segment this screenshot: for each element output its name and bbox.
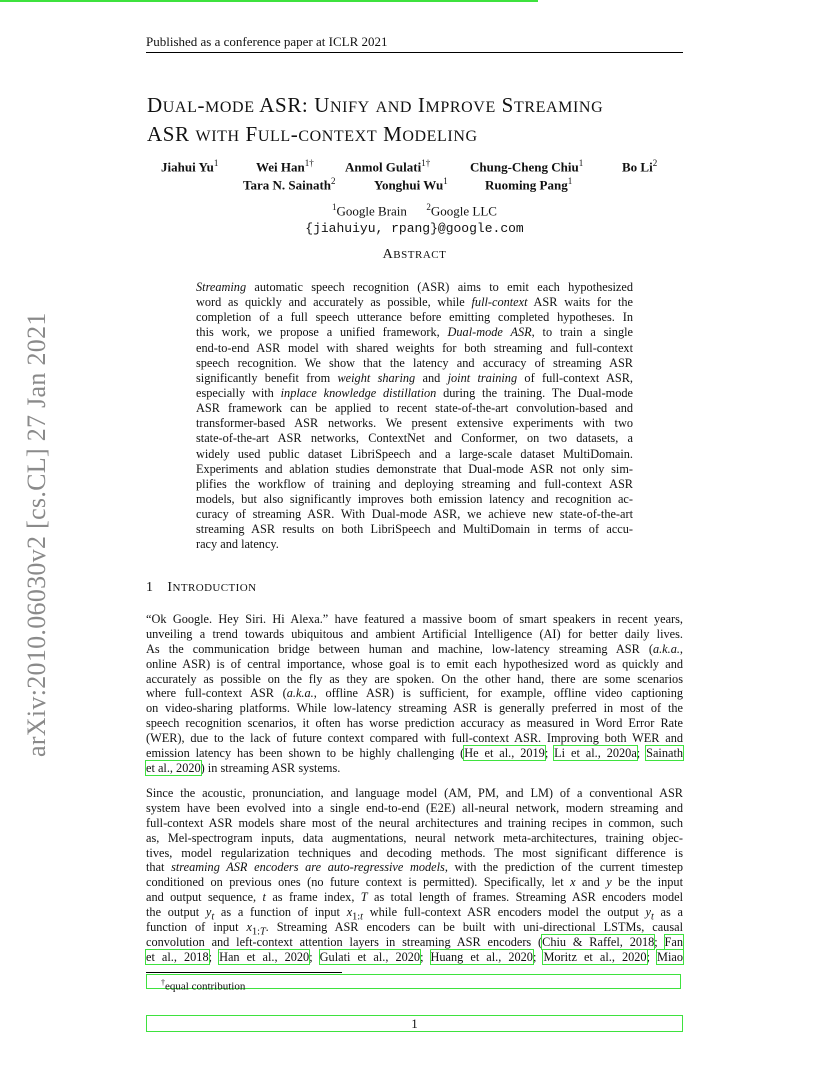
author-row-2 [146, 176, 683, 194]
author: Anmol Gulati$^{1\dagger}$ [345, 158, 431, 175]
abstract-line: end-to-end ASR model with shared weights for both streaming and full-context [196, 340, 633, 355]
citation-link[interactable]: Sainath [646, 746, 684, 761]
text-line: full-context ASR models share most of the neural architectures and training recipes in common, such [146, 815, 683, 830]
abstract-heading: ABSTRACT [382, 247, 447, 262]
text-line: conditioned on previous ones (no future context is permitted). Specifically, let x and y be the input [146, 875, 683, 890]
text-line: Since the acoustic, pronunciation, and language model (AM, PM, and LM) of a conventional ASR [146, 786, 683, 800]
author: Chung-Cheng Chiu$^1$ [470, 158, 584, 175]
text-line: unveiling a trend towards ubiquitous and ambient Artificial Intelligence (AI) for better daily lives. [146, 626, 683, 641]
abstract-line: models, but also significantly improves both emission latency and recognition ac- [196, 491, 633, 506]
text-line: on video-sharing platforms. While low-latency streaming ASR is generally preferred in most of the [146, 701, 683, 716]
author: Yonghui Wu$^1$ [374, 176, 448, 193]
abstract-line: completion of a full speech utterance before emitting completed hypotheses. In [196, 310, 633, 325]
author: Ruoming Pang$^1$ [485, 176, 573, 193]
abstract-line: speech recognition. We show that the latency and accuracy of streaming ASR [196, 355, 633, 370]
header-rule [146, 52, 683, 53]
text-line: et al., 2018; Han et al., 2020; Gulati et al., 2020; Huang et al., 2020; Moritz et al., 2020; Miao [146, 949, 683, 964]
text-line: tives, model regularization techniques and decoding methods. The most significant difference is [146, 845, 683, 860]
text-line: and output sequence, t as frame index, T as total length of frames. Streaming ASR encoders model [146, 890, 683, 905]
abstract-line: widely used public dataset LibriSpeech and a large-scale dataset MultiDomain. [196, 446, 633, 461]
citation-link[interactable]: Moritz et al., 2020 [543, 949, 647, 964]
citation-link[interactable]: Huang et al., 2020 [430, 949, 533, 964]
abstract-line: significantly benefit from weight sharing and joint training of full-context ASR, [196, 370, 633, 385]
paper-title [147, 92, 707, 150]
running-header: Published as a conference paper at ICLR 2021 [146, 34, 388, 49]
abstract-line: Experiments and ablation studies demonstrate that Dual-mode ASR not only sim- [196, 461, 633, 476]
author-list [146, 158, 683, 194]
abstract-line: Streaming automatic speech recognition (ASR) aims to emit each hypothesized [196, 280, 633, 294]
author-email: {jiahuiyu, rpang}@google.com [305, 221, 524, 236]
citation-link[interactable]: Gulati et al., 2020 [319, 949, 421, 964]
citation-link[interactable]: Li et al., 2020a [554, 746, 637, 761]
abstract-line: especially with inplace knowledge distillation during the training. The Dual-mode [196, 385, 633, 400]
abstract-line: streaming ASR results on both LibriSpeech and MultiDomain in terms of accu- [196, 522, 633, 537]
title-line-2: ASR WITH FULL-CONTEXT MODELING [147, 122, 478, 146]
citation-link[interactable]: He et al., 2019 [464, 746, 545, 761]
abstract-line: curacy of streaming ASR. With Dual-mode ASR, we achieve new state-of-the-art [196, 507, 633, 522]
abstract-line: racy and latency. [196, 537, 279, 552]
text-line: (WER), due to the lack of future context compared with full-context ASR. Improving both WER and [146, 731, 683, 746]
text-line: speech recognition scenarios, it often has worse prediction accuracy as measured in Word Error Rate [146, 716, 683, 731]
abstract-line: word as quickly and accurately as possible, while full-context ASR waits for the [196, 295, 633, 310]
abstract-body [196, 280, 633, 553]
text-line: as, Mel-spectrogram inputs, data augmentations, neural network meta-architectures, training objec- [146, 830, 683, 845]
text-line: accurately as possible on the fly as they are spoken. On the other hand, there are some scenarios [146, 671, 683, 686]
citation-link[interactable]: Miao [657, 949, 683, 964]
text-line: et al., 2020) in streaming ASR systems. [146, 760, 341, 775]
author: Bo Li$^2$ [622, 158, 658, 175]
text-line: convolution and left-context attention layers in streaming ASR encoders (Chiu & Raffel, 2018; Fan [146, 934, 683, 949]
abstract-line: ASR framework can be applied to recent state-of-the-art convolution-based and [196, 401, 633, 416]
citation-link[interactable]: Fan [664, 934, 683, 949]
top-highlight-bar [0, 0, 538, 2]
citation-link[interactable]: et al., 2018 [146, 949, 209, 964]
text-line: “Ok Google. Hey Siri. Hi Alexa.” have featured a massive boom of smart speakers in recent years, [146, 612, 683, 626]
abstract-line: plifies the workflow of training and deploying streaming and full-context ASR [196, 476, 633, 491]
abstract-line: state-of-the-art ASR networks, ContextNet and Conformer, on two datasets, a [196, 431, 633, 446]
intro-paragraph-1 [146, 612, 683, 776]
footnote[interactable]: †equal contribution [146, 974, 681, 989]
text-line: emission latency has been shown to be highly challenging (He et al., 2019; Li et al., 2020a; Sainath [146, 746, 684, 761]
author: Tara N. Sainath$^2$ [243, 176, 336, 193]
text-line: As the communication bridge between human and machine, low-latency streaming ASR (a.k.a., [146, 641, 683, 656]
author: Jiahui Yu$^1$ [161, 158, 219, 175]
page-number: 1 [411, 1016, 418, 1031]
author-row-1 [146, 158, 683, 176]
text-line: system have been evolved into a single end-to-end (E2E) all-neural network, modern streaming and [146, 800, 683, 815]
abstract-line: this work, we propose a unified framework, Dual-mode ASR, to train a single [196, 325, 633, 340]
text-line: the output $y_t$ as a function of input $x_{1:t}$ while full-context ASR encoders model the output $y_t$ as a [146, 905, 683, 923]
footnote-rule [146, 972, 342, 973]
citation-link[interactable]: Chiu & Raffel, 2018 [542, 934, 655, 949]
intro-paragraph-2 [146, 786, 683, 965]
section-heading: 1 INTRODUCTION [146, 580, 257, 595]
title-line-1: DUAL-MODE ASR: UNIFY AND IMPROVE STREAMING [147, 93, 604, 117]
citation-link[interactable]: Han et al., 2020 [219, 949, 310, 964]
text-line: that streaming ASR encoders are auto-regressive models, with the prediction of the current timestep [146, 860, 683, 875]
affiliations: $^1$Google Brain $^2$Google LLC [332, 202, 497, 219]
citation-link[interactable]: et al., 2020 [146, 760, 201, 775]
text-line: online ASR) is of central importance, whose goal is to emit each hypothesized word as quickly and [146, 656, 683, 671]
text-line: where full-context ASR (a.k.a., offline ASR) is sufficient, for example, offline video captioning [146, 686, 683, 701]
text-line: function of input $x_{1:T}$. Streaming ASR encoders can be built with uni-directional LSTMs, causal [146, 920, 683, 938]
abstract-line: transformer-based ASR networks. We present extensive experiments with two [196, 416, 633, 431]
author: Wei Han$^{1\dagger}$ [256, 158, 314, 175]
